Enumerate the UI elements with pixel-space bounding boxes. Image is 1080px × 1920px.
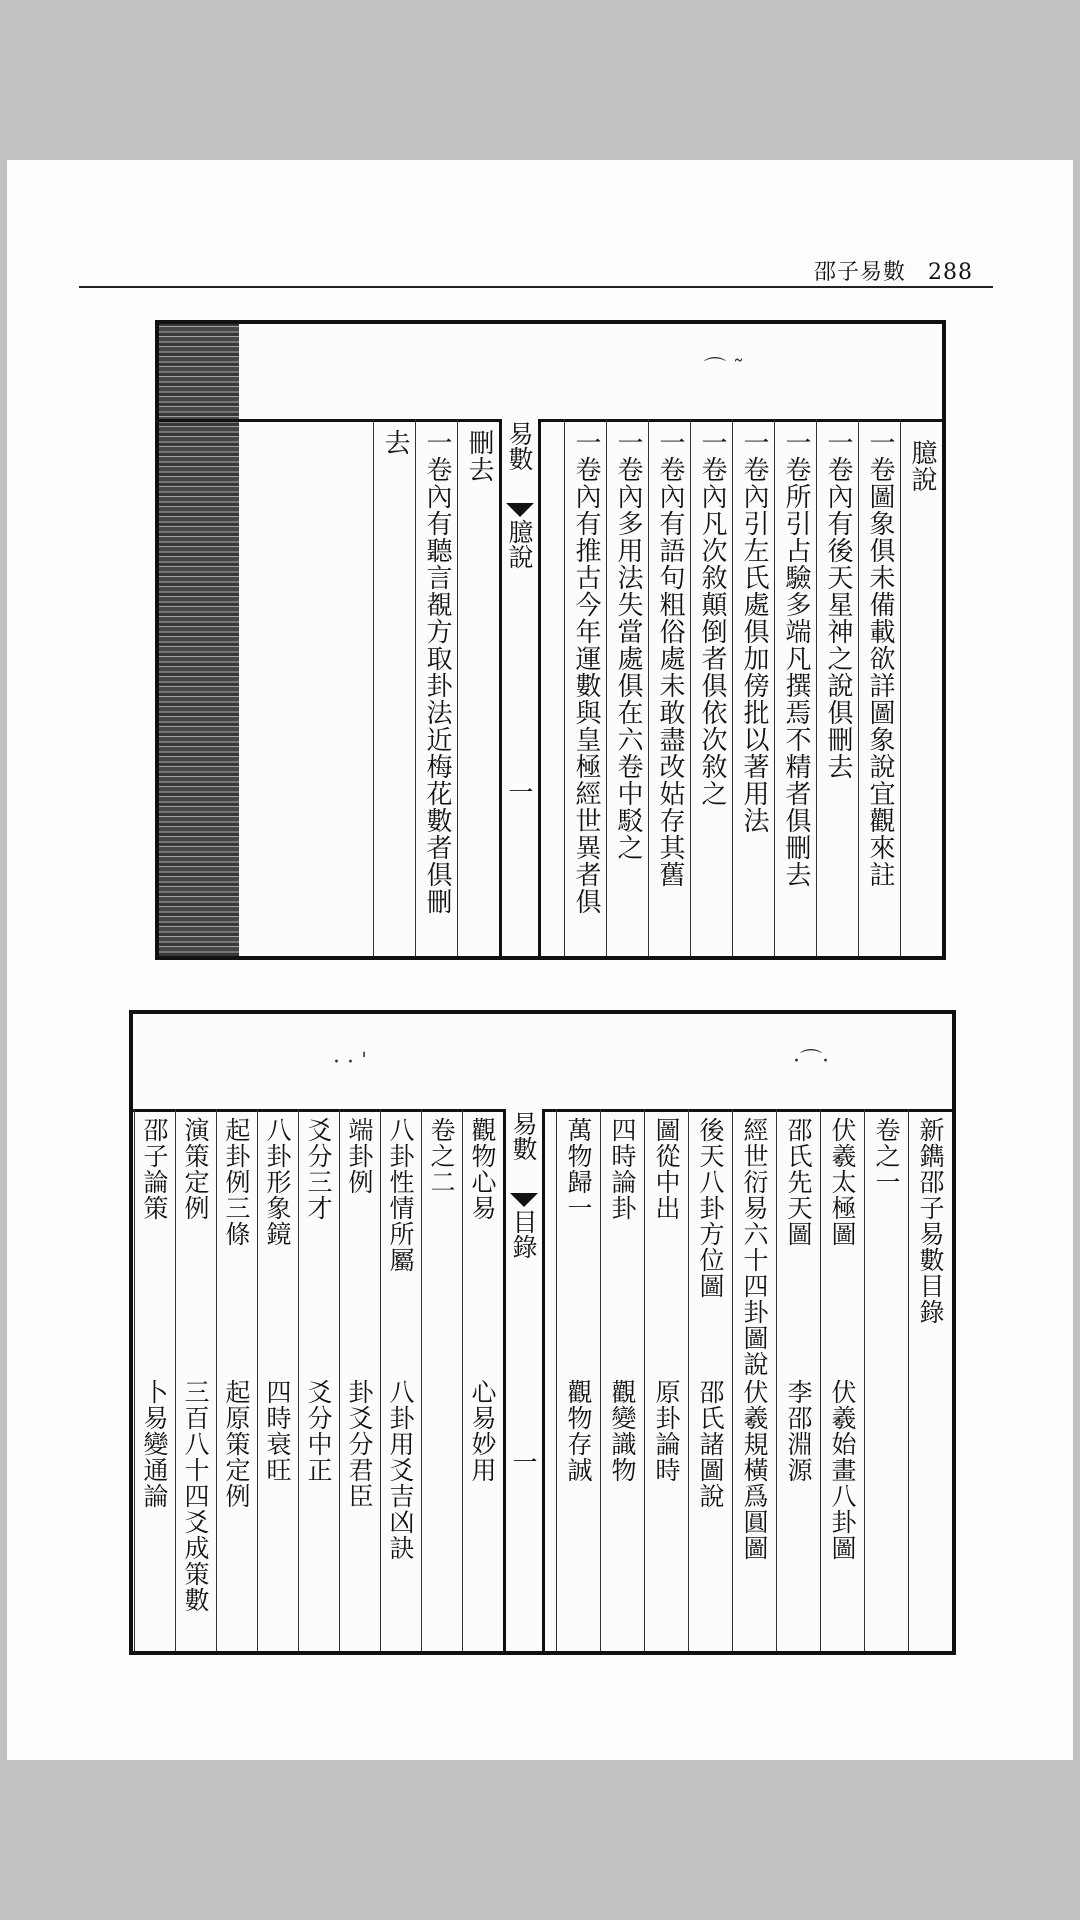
text-column: 一卷內有後天星神之說俱刪去 [816, 419, 858, 956]
toc-column [776, 1109, 820, 1651]
toc-entry: 演策定例 [181, 1117, 210, 1221]
toc-column [644, 1109, 688, 1651]
text-column: 一卷內凡次敘顛倒者俱依次敘之 [690, 419, 732, 956]
toc-entry: 新鐫邵子易數目錄 [916, 1117, 945, 1325]
toc-column [380, 1109, 421, 1651]
top-spine-title: 易數 [505, 421, 534, 471]
toc-entry: 觀物存誠 [564, 1379, 593, 1483]
top-left-columns [239, 419, 499, 956]
toc-entry: 李邵淵源 [784, 1379, 813, 1483]
toc-entry: 伏羲規橫爲圓圖 [740, 1379, 769, 1561]
print-blemish: ⌒ ˜ [704, 357, 744, 382]
bottom-spine-leaf: 一 [509, 1449, 538, 1474]
toc-entry: 三百八十四爻成策數 [181, 1379, 210, 1613]
toc-entry: 原卦論時 [652, 1379, 681, 1483]
toc-column [175, 1109, 216, 1651]
toc-entry: 四時論卦 [608, 1117, 637, 1221]
toc-entry: 起卦例三條 [222, 1117, 251, 1247]
toc-column [820, 1109, 864, 1651]
bottom-woodblock-frame [129, 1010, 956, 1655]
toc-entry: 觀變識物 [608, 1379, 637, 1483]
top-right-columns [564, 419, 942, 956]
toc-entry: 卜易變通論 [140, 1379, 169, 1509]
text-column: 一卷圖象俱未備載欲詳圖象說宜觀來註 [858, 419, 900, 956]
toc-entry: 爻分中正 [304, 1379, 333, 1483]
toc-column [257, 1109, 298, 1651]
toc-column [134, 1109, 175, 1651]
toc-entry: 爻分三才 [304, 1117, 333, 1221]
running-header-title: 邵子易數 [813, 260, 906, 285]
bottom-spine-section: 目錄 [509, 1209, 538, 1259]
toc-entry: 觀物心易 [468, 1117, 497, 1221]
toc-entry: 萬物歸一 [564, 1117, 593, 1221]
text-column: 一卷所引占驗多端凡撰焉不精者俱刪去 [774, 419, 816, 956]
toc-column [339, 1109, 380, 1651]
text-column: 一卷內有推古今年運數與皇極經世異者俱 [564, 419, 606, 956]
text-column: 一卷內有聽言覩方取卦法近梅花數者俱刪 [415, 419, 457, 956]
toc-entry: 邵氏先天圖 [784, 1117, 813, 1247]
toc-entry: 邵子論策 [140, 1117, 169, 1221]
top-spine-section: 臆說 [505, 519, 534, 569]
text-column: 去 [373, 419, 415, 956]
toc-entry: 八卦形象鏡 [263, 1117, 292, 1247]
text-column: 一卷內引左氏處俱加傍批以著用法 [732, 419, 774, 956]
bottom-right-columns [556, 1109, 952, 1651]
page-number: 288 [928, 260, 973, 285]
print-blemish: · · ˈ [333, 1050, 368, 1075]
toc-entry: 起原策定例 [222, 1379, 251, 1509]
toc-column [462, 1109, 503, 1651]
toc-column [864, 1109, 908, 1651]
toc-column [556, 1109, 600, 1651]
toc-entry: 後天八卦方位圖 [696, 1117, 725, 1299]
toc-entry: 八卦用爻吉凶訣 [386, 1379, 415, 1561]
scanned-page [7, 160, 1073, 1760]
toc-entry: 八卦性情所屬 [386, 1117, 415, 1273]
text-column: 刪去 [457, 419, 499, 956]
toc-column [908, 1109, 952, 1651]
toc-column [298, 1109, 339, 1651]
toc-column [732, 1109, 776, 1651]
toc-column [600, 1109, 644, 1651]
fish-tail-mark [510, 1193, 538, 1207]
toc-entry: 卷之二 [427, 1117, 456, 1195]
toc-entry: 心易妙用 [468, 1379, 497, 1483]
running-header [814, 255, 973, 286]
toc-entry: 邵氏諸圖說 [696, 1379, 725, 1509]
bottom-left-columns [133, 1109, 503, 1651]
bottom-margin-band [133, 1014, 952, 1112]
top-margin-band [159, 324, 942, 422]
toc-entry: 圖從中出 [652, 1117, 681, 1221]
top-spine [499, 419, 541, 956]
header-rule [79, 286, 993, 288]
toc-entry: 四時衰旺 [263, 1379, 292, 1483]
top-spine-leaf: 一 [505, 779, 534, 804]
toc-entry: 端卦例 [345, 1117, 374, 1195]
toc-entry: 伏羲始畫八卦圖 [828, 1379, 857, 1561]
top-woodblock-frame [155, 320, 946, 960]
text-column: 一卷內有語句粗俗處未敢盡改姑存其舊 [648, 419, 690, 956]
toc-entry: 卦爻分君臣 [345, 1379, 374, 1509]
toc-column [421, 1109, 462, 1651]
toc-column [216, 1109, 257, 1651]
toc-column [688, 1109, 732, 1651]
bottom-spine [503, 1109, 545, 1651]
fish-tail-mark [506, 503, 534, 517]
bottom-spine-title: 易數 [509, 1111, 538, 1161]
toc-entry: 卷之一 [872, 1117, 901, 1195]
toc-entry: 伏羲太極圖 [828, 1117, 857, 1247]
text-column: 一卷內多用法失當處俱在六卷中駁之 [606, 419, 648, 956]
print-blemish: ·⌒· [793, 1049, 829, 1074]
toc-entry: 經世衍易六十四卦圖說 [740, 1117, 769, 1377]
text-column: 臆說 [900, 419, 942, 956]
